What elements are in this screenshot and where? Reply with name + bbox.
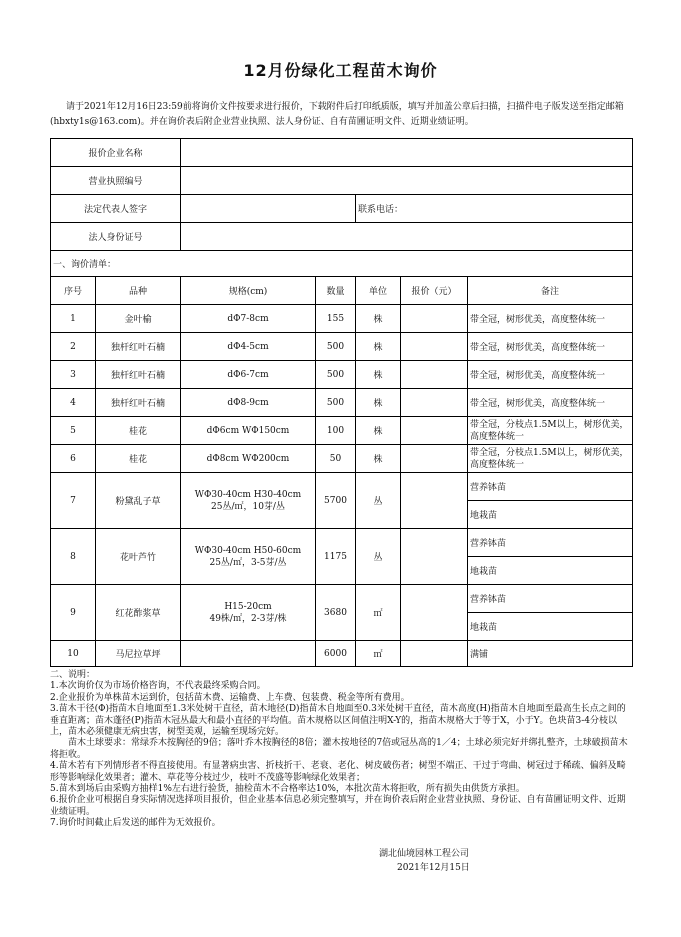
legal-id-label: 法人身份证号 bbox=[51, 223, 181, 251]
header-quantity: 数量 bbox=[316, 277, 356, 305]
table-row: 5 桂花 dΦ6cm WΦ150cm 100 株 带全冠，分枝点1.5M以上，树形优美，高度整体统一 bbox=[51, 417, 633, 445]
note-item: 6.报价企业可根据自身实际情况选择项目报价，但企业基本信息必须完整填写，并在询价表后附企业营业执照、身份证、自有苗圃证明文件、近期业绩证明。 bbox=[50, 795, 626, 817]
note-item: 苗木土球要求：常绿乔木按胸径的9倍；落叶乔木按胸径的8倍；灌木按地径的7倍或冠丛高的1／4；土球必须完好并绑扎整齐，土球破损苗木将拒收。 bbox=[50, 738, 628, 760]
price-input[interactable] bbox=[401, 641, 468, 667]
company-name-field[interactable] bbox=[181, 139, 633, 167]
header-no: 序号 bbox=[51, 277, 96, 305]
price-input[interactable] bbox=[401, 305, 468, 333]
note-item: 1.本次询价仅为市场价格咨询，不代表最终采购合同。 bbox=[50, 681, 266, 692]
price-input[interactable] bbox=[401, 333, 468, 361]
company-name-label: 报价企业名称 bbox=[51, 139, 181, 167]
header-remarks: 备注 bbox=[468, 277, 633, 305]
header-unit: 单位 bbox=[356, 277, 401, 305]
note-item: 2.企业报价为单株苗木运到价，包括苗木费、运输费、上车费、包装费、税金等所有费用。 bbox=[50, 692, 410, 703]
header-price: 报价（元） bbox=[401, 277, 468, 305]
note-item: 7.询价时间截止后发送的邮件为无效报价。 bbox=[50, 818, 221, 829]
legal-id-field[interactable] bbox=[181, 223, 633, 251]
price-input[interactable] bbox=[401, 529, 468, 585]
table-row: 10 马尼拉草坪 6000 ㎡ 满铺 bbox=[51, 641, 633, 667]
note-item: 3.苗木干径(Φ)指苗木自地面至1.3米处树干直径，苗木地径(D)指苗木自地面至0.3米处树干直径，苗木高度(H)指苗木自地面至最高生长点之间的垂直距离；苗木蓬径(P)指苗木冠丛最大和最小直径的平均值。苗木规格以区间值注明X-Y的，指苗木规格大于等于X，小于Y。色块苗3-4分枝以上，苗木必须健康无病虫害，树型美观，运输至现场完好。 bbox=[50, 704, 626, 738]
note-item: 4.苗木若有下列情形者不得直接使用。有显著病虫害、折枝折干、老衰、老化、树皮破伤者；树型不端正、干过于弯曲、树冠过于稀疏、偏斜及畸形等影响绿化效果者；灌木、草花等分枝过少，枝叶不茂盛等影响绿化效果者； bbox=[50, 761, 626, 783]
notes-section bbox=[50, 670, 632, 830]
note-item: 5.苗木到场后由采购方抽样1%左右进行验货，抽检苗木不合格率达10%，本批次苗木将拒收，所有损失由供货方承担。 bbox=[50, 784, 525, 795]
table-row: 7 粉黛乱子草 WΦ30-40cm H30-40cm 25丛/㎡，10芽/丛 5700 丛 营养钵苗 bbox=[51, 473, 633, 501]
intro-paragraph: 请于2021年12月16日23:59前将询价文件按要求进行报价，下载附件后打印纸质版，填写并加盖公章后扫描，扫描件电子版发送至指定邮箱(hbxty1s@163.com)。并在询价表后附企业营业执照、法人身份证、自有苗圃证明文件、近期业绩证明。 bbox=[50, 102, 624, 127]
table-row: 6 桂花 dΦ8cm WΦ200cm 50 株 带全冠，分枝点1.5M以上，树形优美，高度整体统一 bbox=[51, 445, 633, 473]
signature-company: 湖北仙境园林工程公司 bbox=[379, 849, 470, 859]
signature-date: 2021年12月15日 bbox=[397, 863, 470, 873]
contact-phone-label: 联系电话： bbox=[356, 195, 633, 223]
section-inquiry-list: 一、询价清单： bbox=[51, 251, 633, 277]
header-spec: 规格(cm) bbox=[181, 277, 316, 305]
legal-rep-signature-field[interactable] bbox=[181, 195, 356, 223]
price-input[interactable] bbox=[401, 445, 468, 473]
license-number-field[interactable] bbox=[181, 167, 633, 195]
table-row: 8 花叶芦竹 WΦ30-40cm H50-60cm 25丛/㎡，3-5芽/丛 1175 丛 营养钵苗 bbox=[51, 529, 633, 557]
table-row: 3 独杆红叶石楠 dΦ6-7cm 500 株 带全冠，树形优美，高度整体统一 bbox=[51, 361, 633, 389]
legal-rep-signature-label: 法定代表人签字 bbox=[51, 195, 181, 223]
page-title: 12月份绿化工程苗木询价 bbox=[243, 61, 438, 80]
price-input[interactable] bbox=[401, 389, 468, 417]
price-input[interactable] bbox=[401, 361, 468, 389]
license-number-label: 营业执照编号 bbox=[51, 167, 181, 195]
price-input[interactable] bbox=[401, 417, 468, 445]
notes-heading: 二、说明： bbox=[50, 670, 96, 680]
table-row: 4 独杆红叶石楠 dΦ8-9cm 500 株 带全冠，树形优美，高度整体统一 bbox=[51, 389, 633, 417]
price-input[interactable] bbox=[401, 585, 468, 641]
table-row: 9 红花酢浆草 H15-20cm 49株/㎡，2-3芽/株 3680 ㎡ 营养钵苗 bbox=[51, 585, 633, 613]
price-input[interactable] bbox=[401, 473, 468, 529]
table-row: 2 独杆红叶石楠 dΦ4-5cm 500 株 带全冠，树形优美，高度整体统一 bbox=[51, 333, 633, 361]
table-row: 1 金叶榆 dΦ7-8cm 155 株 带全冠，树形优美，高度整体统一 bbox=[51, 305, 633, 333]
inquiry-table: 报价企业名称 营业执照编号 法定代表人签字 联系电话： 法人身份证号 一、询价清单： 序号 品种 规格(cm) 数量 单位 报价（元） 备注 1 金叶榆 dΦ7-8cm 155 株 带全冠，树形优美，高度整体统一 2 独杆红叶石楠 dΦ4-5cm 500 株 带全冠，树形优美，高度整体统一 3 独杆红叶石楠 dΦ6-7cm 500 株 带全冠，树形优美，高度整体统一 4 独杆红叶石楠 dΦ8-9cm 500 株 带全冠，树形优美，高度整体统一 5 桂花 dΦ6cm WΦ150cm 100 株 带全冠，分枝点1.5M以上，树形优美，高度整体统一 6 桂花 dΦ8cm WΦ200cm 50 株 带全冠，分枝点1.5M以上，树形优美，高度整体统一 7 粉黛乱子草 WΦ30-40cm H30-40cm 25丛/㎡，10芽/丛 5700 丛 营养钵苗 地栽苗 8 花叶芦竹 WΦ30-40cm H50-60cm 25丛/㎡，3-5芽/丛 1175 丛 营养钵苗 地栽苗 9 红花酢浆草 H15-20cm 49株/㎡，2-3芽/株 3680 ㎡ 营养钵苗 地栽苗 10 马尼拉草坪 6000 ㎡ 满铺 bbox=[50, 138, 633, 667]
header-variety: 品种 bbox=[96, 277, 181, 305]
